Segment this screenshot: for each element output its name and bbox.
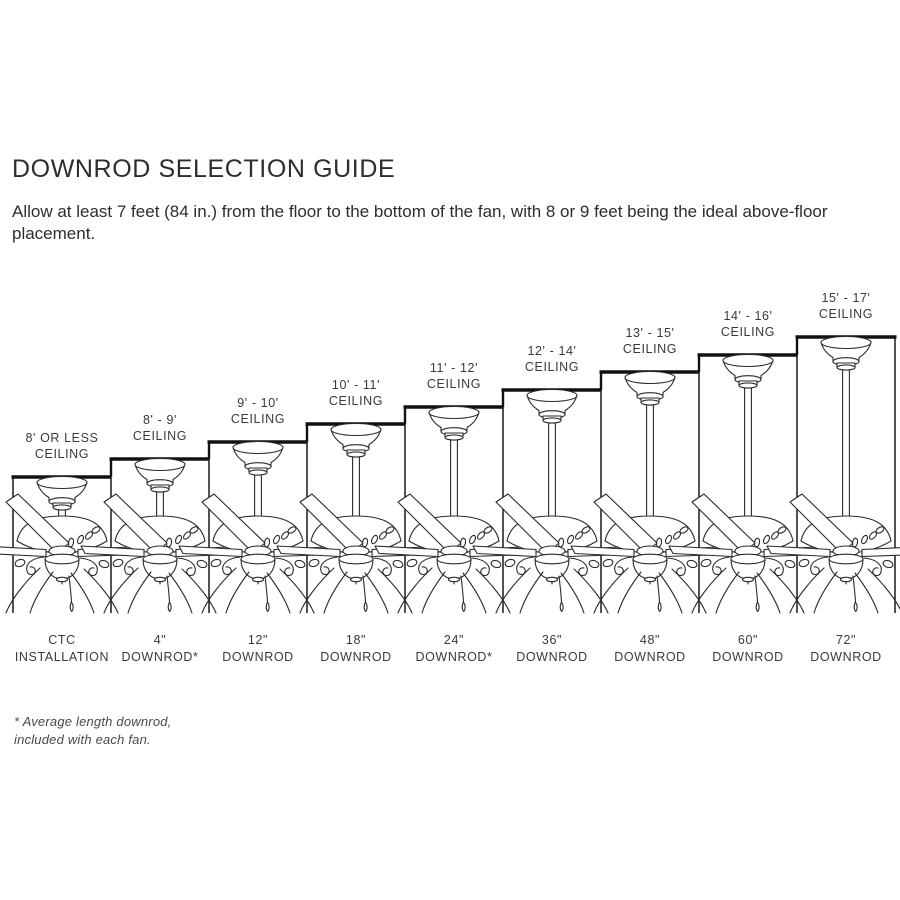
- ceiling-label-9: [786, 291, 900, 322]
- fan-column-7: [571, 372, 729, 614]
- ceiling-range: 11' - 12': [429, 361, 479, 375]
- downrod-size: 60": [737, 633, 759, 647]
- footnote-line-1: * Average length downrod,: [14, 714, 172, 729]
- downrod-label-9: [784, 632, 900, 666]
- downrod-size: 18": [345, 633, 367, 647]
- ceiling-word: CEILING: [818, 306, 874, 321]
- fan-column-8: [669, 355, 827, 614]
- downrod-word: DOWNROD*: [121, 650, 199, 664]
- fan-column-3: [179, 442, 337, 614]
- ceiling-word: CEILING: [34, 446, 90, 461]
- fan-column-4: [277, 424, 435, 614]
- ceiling-word: CEILING: [328, 393, 384, 408]
- ceiling-range: 12' - 14': [527, 344, 577, 358]
- ceiling-range: 13' - 15': [625, 326, 675, 340]
- fan-column-9: [767, 337, 900, 614]
- ceiling-word: CEILING: [230, 411, 286, 426]
- downrod-size: 4": [153, 633, 167, 647]
- downrod-word: DOWNROD: [516, 650, 588, 664]
- page-title: DOWNROD SELECTION GUIDE: [12, 155, 396, 183]
- downrod-word: DOWNROD: [614, 650, 686, 664]
- downrod-word: DOWNROD: [222, 650, 294, 664]
- ceiling-word: CEILING: [720, 324, 776, 339]
- downrod-size: 72": [835, 633, 857, 647]
- downrod-size: 24": [443, 633, 465, 647]
- ceiling-range: 15' - 17': [821, 291, 871, 305]
- downrod-word: INSTALLATION: [14, 650, 110, 664]
- footnote-line-2: included with each fan.: [14, 732, 151, 747]
- page-description: Allow at least 7 feet (84 in.) from the floor to the bottom of the fan, with 8 or 9 feet being the ideal above-floor placement.: [12, 202, 828, 243]
- ceiling-range: 14' - 16': [723, 309, 773, 323]
- downrod-size: 12": [247, 633, 269, 647]
- ceiling-range: 8' OR LESS: [25, 431, 99, 445]
- ceiling-word: CEILING: [524, 359, 580, 374]
- ceiling-word: CEILING: [622, 341, 678, 356]
- downrod-word: DOWNROD*: [415, 650, 493, 664]
- footnote: [14, 713, 172, 749]
- ceiling-range: 10' - 11': [331, 378, 381, 392]
- downrod-size: 36": [541, 633, 563, 647]
- downrod-word: DOWNROD: [712, 650, 784, 664]
- downrod-size: CTC: [48, 633, 76, 647]
- downrod-word: DOWNROD: [810, 650, 882, 664]
- ceiling-word: CEILING: [426, 376, 482, 391]
- downrod-size: 48": [639, 633, 661, 647]
- ceiling-range: 8' - 9': [143, 413, 177, 427]
- downrod-word: DOWNROD: [320, 650, 392, 664]
- ceiling-word: CEILING: [132, 428, 188, 443]
- ceiling-range: 9' - 10': [237, 396, 279, 410]
